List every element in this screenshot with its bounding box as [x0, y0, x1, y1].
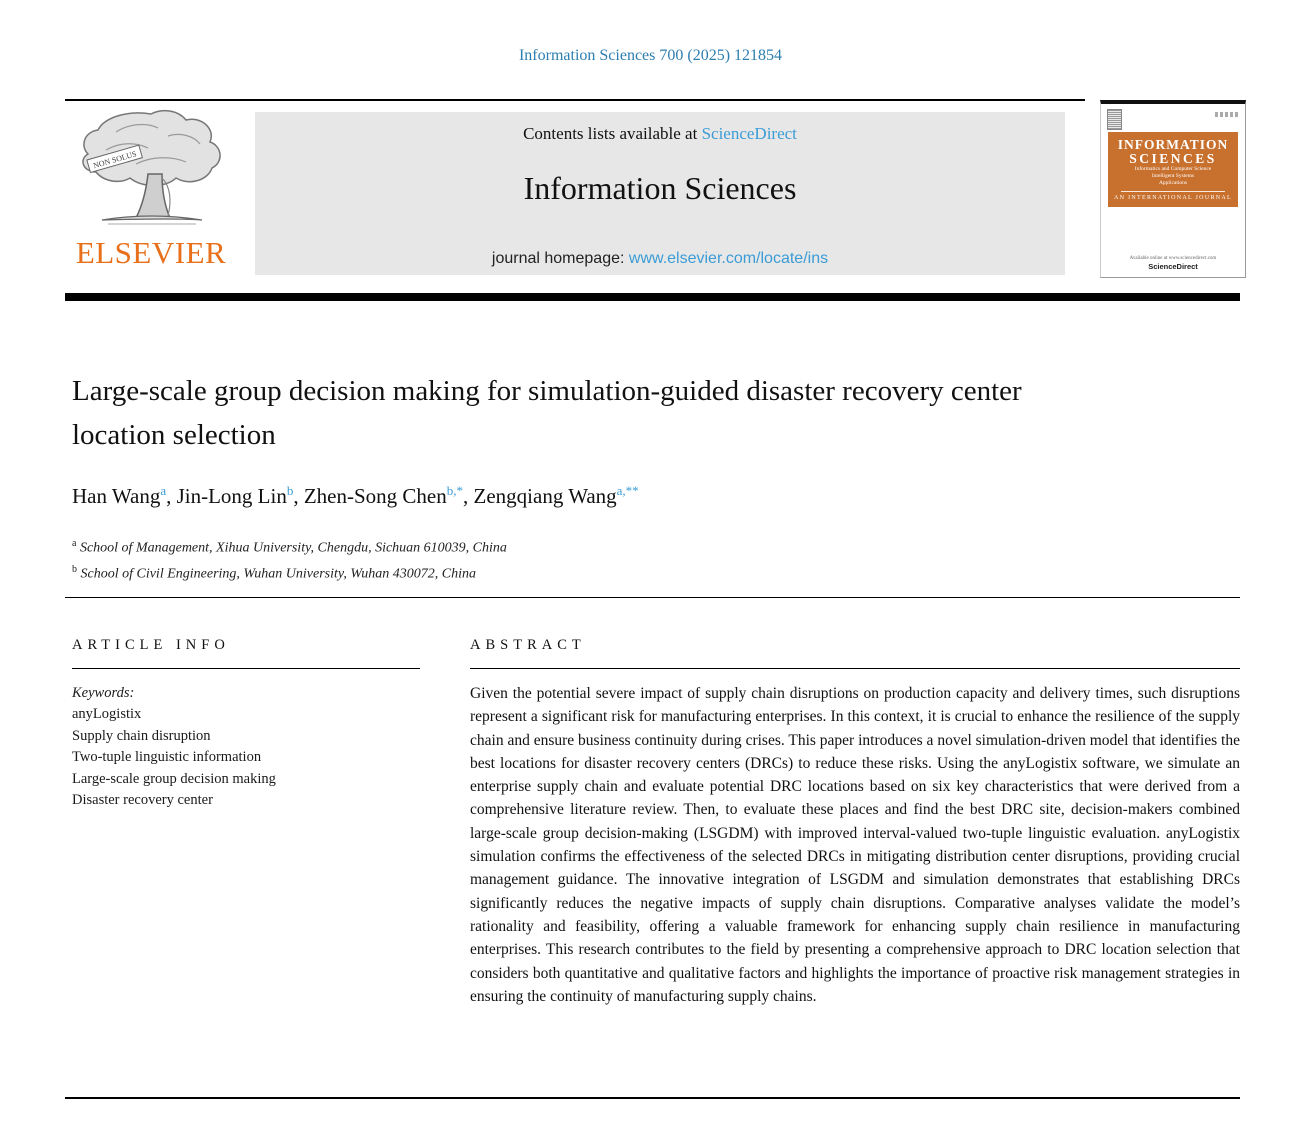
elsevier-wordmark: ELSEVIER [75, 235, 227, 270]
author-affiliation-marker[interactable]: a,** [616, 483, 639, 498]
keyword-item: Supply chain disruption [72, 727, 211, 744]
article-info-heading: ARTICLE INFO [72, 637, 230, 653]
journal-citation-link[interactable]: Information Sciences 700 (2025) 121854 [518, 47, 783, 64]
elsevier-logo [70, 108, 232, 271]
masthead-top-rule [65, 99, 1085, 101]
affiliation-list [72, 533, 507, 584]
abstract-heading: ABSTRACT [470, 637, 586, 653]
keyword-item: Two-tuple linguistic information [72, 749, 262, 765]
abstract-column [470, 637, 1240, 1008]
masthead-bottom-bar [65, 293, 1240, 301]
article-title: Large-scale group decision making for simulation-guided disaster recovery center location selection [72, 375, 1022, 451]
journal-title: Information Sciences [523, 170, 797, 206]
masthead-box [255, 112, 1065, 275]
cover-available-online: Available online at www.sciencedirect.com [1129, 256, 1217, 261]
affiliation-marker: a [72, 538, 77, 549]
affiliation-text: School of Management, Xihua University, Chengdu, Sichuan 610039, China [79, 540, 507, 556]
cover-subtitle-2: Intelligent Systems [1151, 173, 1195, 179]
affiliation-text: School of Civil Engineering, Wuhan University, Wuhan 430072, China [80, 566, 476, 582]
non-solus-text: NON SOLUS [92, 149, 138, 171]
cover-sciencedirect-label: ScienceDirect [1148, 262, 1198, 271]
abstract-text: Given the potential severe impact of supply chain disruptions on production capacity and delivery times, such disruptions represent a significant risk for manufacturing enterprises. In this context, it is crucial to enhance the resilience of the supply chain and ensure business continuity during crises. This paper introduces a novel simulation-driven model that identifies the best locations for disaster recovery centers (DRCs) to reduce these risks. Using the anyLogistix software, we simulate an enterprise supply chain and evaluate potential DRC locations based on six key characteristics that were derived from a comprehensive literature review. Then, to evaluate these places and find the best DRC site, decision-makers combined large-scale group decision-making (LSGDM) with improved interval-valued two-tuple linguistic evaluation. anyLogistix simulation confirms the effectiveness of the selected DRCs in mitigating distribution center disruptions, providing crucial management guidance. The innovative integration of LSGDM and simulation demonstrates that establishing DRCs significantly reduces the negative impacts of supply chain disruptions. Comparative analyses validate the model’s rationality and feasibility, offering a valuable framework for enhancing supply chain resilience in manufacturing enterprises. This research contributes to the field by presenting a comprehensive approach to DRC location selection that considers both quantitative and qualitative factors and highlights the importance of proactive risk management strategies in ensuring the continuity of manufacturing supply chains. [470, 685, 1240, 1005]
author-name: Zhen-Song Chen [303, 484, 447, 508]
author-affiliation-marker[interactable]: b,* [446, 483, 464, 498]
section-divider-rule [65, 597, 1240, 598]
homepage-prefix: journal homepage: [491, 250, 625, 267]
contents-line [255, 124, 1065, 144]
author-separator: , [463, 484, 474, 508]
cover-title-block [1108, 132, 1238, 207]
author-name: Han Wang [72, 484, 161, 508]
sciencedirect-link[interactable]: ScienceDirect [701, 124, 797, 143]
affiliation-marker: b [72, 563, 77, 575]
affiliation-line [72, 559, 507, 585]
author-affiliation-marker[interactable]: b [286, 483, 294, 498]
homepage-line [255, 250, 1065, 268]
keyword-item: anyLogistix [72, 706, 142, 722]
author-separator: , [293, 484, 304, 508]
cover-divider [1121, 191, 1225, 192]
affiliation-line [72, 533, 507, 559]
keyword-item: Large-scale group decision making [72, 770, 276, 787]
footer-rule [65, 1097, 1240, 1099]
abstract-rule [470, 668, 1240, 669]
cover-subtitle-3: Applications [1158, 180, 1188, 186]
author-separator: , [166, 484, 177, 508]
elsevier-tree-icon [76, 108, 226, 230]
cover-subtitle-1: Informatics and Computer Science [1134, 166, 1212, 172]
cover-issn-mark [1215, 112, 1239, 117]
cover-elsevier-mark-icon [1107, 109, 1122, 130]
journal-cover-thumbnail [1100, 100, 1246, 278]
homepage-url-link[interactable]: www.elsevier.com/locate/ins [628, 250, 829, 267]
keyword-item: Disaster recovery center [72, 792, 213, 808]
cover-footer [1101, 256, 1245, 271]
article-info-column [72, 637, 420, 812]
author-name: Zengqiang Wang [473, 484, 617, 508]
article-info-rule [72, 668, 420, 669]
cover-title-line2: SCIENCES [1129, 151, 1217, 166]
cover-title-line1: INFORMATION [1117, 137, 1229, 152]
keywords-label: Keywords: [72, 685, 135, 701]
author-list [72, 483, 639, 509]
cover-tagline: AN INTERNATIONAL JOURNAL [1114, 195, 1232, 201]
contents-prefix: Contents lists available at [523, 124, 698, 143]
author-name: Jin-Long Lin [176, 484, 287, 508]
author-affiliation-marker[interactable]: a [160, 483, 167, 498]
